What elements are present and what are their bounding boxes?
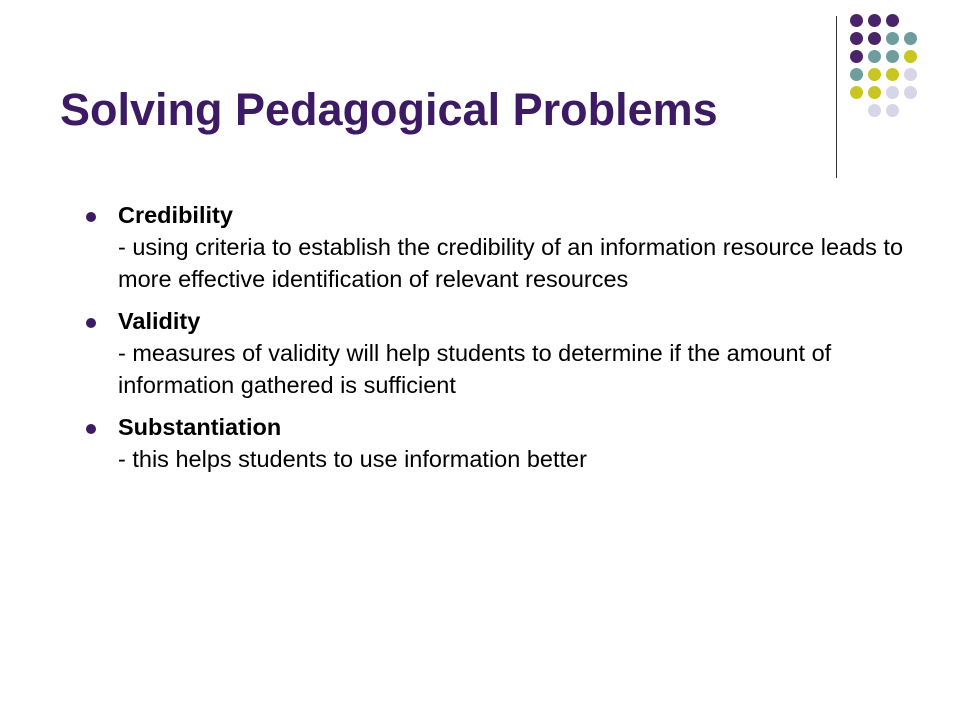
decorative-dot-icon — [868, 14, 881, 27]
decorative-dot-icon — [904, 68, 917, 81]
decorative-dot-icon — [868, 50, 881, 63]
bullet-text: - using criteria to establish the credibility of an information resource leads to more effective identification of relevant resources — [118, 233, 904, 292]
decorative-dot-icon — [868, 68, 881, 81]
decorative-dot-icon — [850, 14, 863, 27]
decorative-dot-icon — [904, 104, 917, 117]
bullet-heading: Substantiation — [118, 413, 282, 440]
bullet-item-validity — [84, 306, 904, 402]
decorative-dot-icon — [850, 32, 863, 45]
bullet-heading: Validity — [118, 307, 201, 334]
bullet-marker-icon — [86, 212, 96, 222]
bullet-marker-icon — [86, 318, 96, 328]
decorative-dot-icon — [904, 32, 917, 45]
decorative-dot-icon — [904, 86, 917, 99]
bullet-marker-icon — [86, 424, 96, 434]
decorative-dot-grid — [850, 14, 917, 117]
decorative-dot-icon — [886, 86, 899, 99]
decorative-dot-icon — [886, 68, 899, 81]
decorative-dot-icon — [886, 14, 899, 27]
decorative-dot-icon — [886, 50, 899, 63]
bullet-text: - measures of validity will help students to determine if the amount of information gathered is sufficient — [118, 339, 832, 398]
decorative-dot-icon — [904, 50, 917, 63]
decorative-dot-icon — [904, 14, 917, 27]
decorative-dot-icon — [886, 104, 899, 117]
slide-title: Solving Pedagogical Problems — [60, 84, 718, 135]
title-divider-line — [836, 16, 837, 178]
decorative-dot-icon — [868, 86, 881, 99]
bullet-item-substantiation — [84, 412, 904, 476]
decorative-dot-icon — [850, 68, 863, 81]
decorative-dot-icon — [850, 104, 863, 117]
decorative-dot-icon — [868, 32, 881, 45]
bullet-heading: Credibility — [118, 202, 233, 228]
bullet-list — [84, 200, 904, 486]
bullet-text: - this helps students to use information better — [118, 445, 587, 472]
bullet-item-credibility — [84, 200, 904, 296]
decorative-dot-icon — [850, 50, 863, 63]
decorative-dot-icon — [850, 86, 863, 99]
decorative-dot-icon — [868, 104, 881, 117]
decorative-dot-icon — [886, 32, 899, 45]
